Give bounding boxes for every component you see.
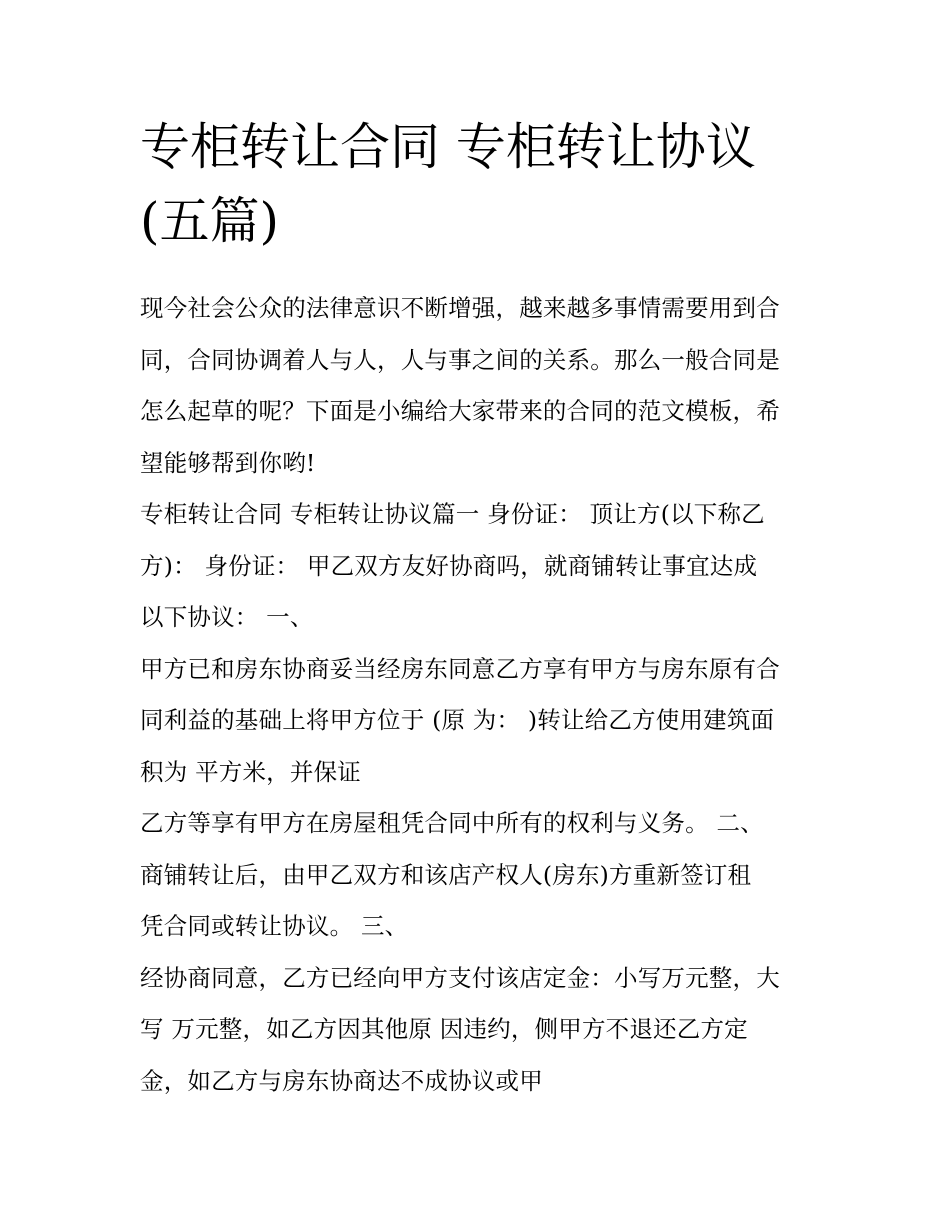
document-title xyxy=(140,110,840,258)
body-line: 乙方等享有甲方在房屋租凭合同中所有的权利与义务。 二、 xyxy=(140,809,764,837)
body-line: 专柜转让合同 专柜转让协议篇一 身份证： 顶让方(以下称乙 xyxy=(140,500,765,528)
body-line: 同，合同协调着人与人，人与事之间的关系。那么一般合同是 xyxy=(140,345,780,374)
body-line: 写 万元整，如乙方因其他原 因违约，侧甲方不退还乙方定 xyxy=(140,1015,748,1043)
body-line: 金，如乙方与房东协商达不成协议或甲 xyxy=(140,1066,543,1095)
body-line: 望能够帮到你哟! xyxy=(140,448,316,477)
body-line: 方)： 身份证： 甲乙双方友好协商吗，就商铺转让事宜达成 xyxy=(140,551,758,580)
body-line: 积为 平方米，并保证 xyxy=(140,757,361,786)
document-body xyxy=(140,283,820,1107)
body-line: 商铺转让后，由甲乙双方和该店产权人(房东)方重新签订租 xyxy=(140,860,752,889)
body-line: 同利益的基础上将甲方位于 (原 为： )转让给乙方使用建筑面 xyxy=(140,706,775,734)
body-line: 经协商同意，乙方已经向甲方支付该店定金：小写万元整，大 xyxy=(140,963,780,992)
body-line: 以下协议： 一、 xyxy=(140,603,314,631)
body-line: 甲方已和房东协商妥当经房东同意乙方享有甲方与房东原有合 xyxy=(140,654,780,683)
body-line: 凭合同或转让协议。 三、 xyxy=(140,912,409,940)
title-line: 专柜转让合同 专柜转让协议 xyxy=(140,118,756,176)
body-line: 现今社会公众的法律意识不断增强，越来越多事情需要用到合 xyxy=(140,294,780,322)
body-line: 怎么起草的呢？下面是小编给大家带来的合同的范文模板，希 xyxy=(140,397,780,425)
title-line: (五篇) xyxy=(140,192,280,250)
